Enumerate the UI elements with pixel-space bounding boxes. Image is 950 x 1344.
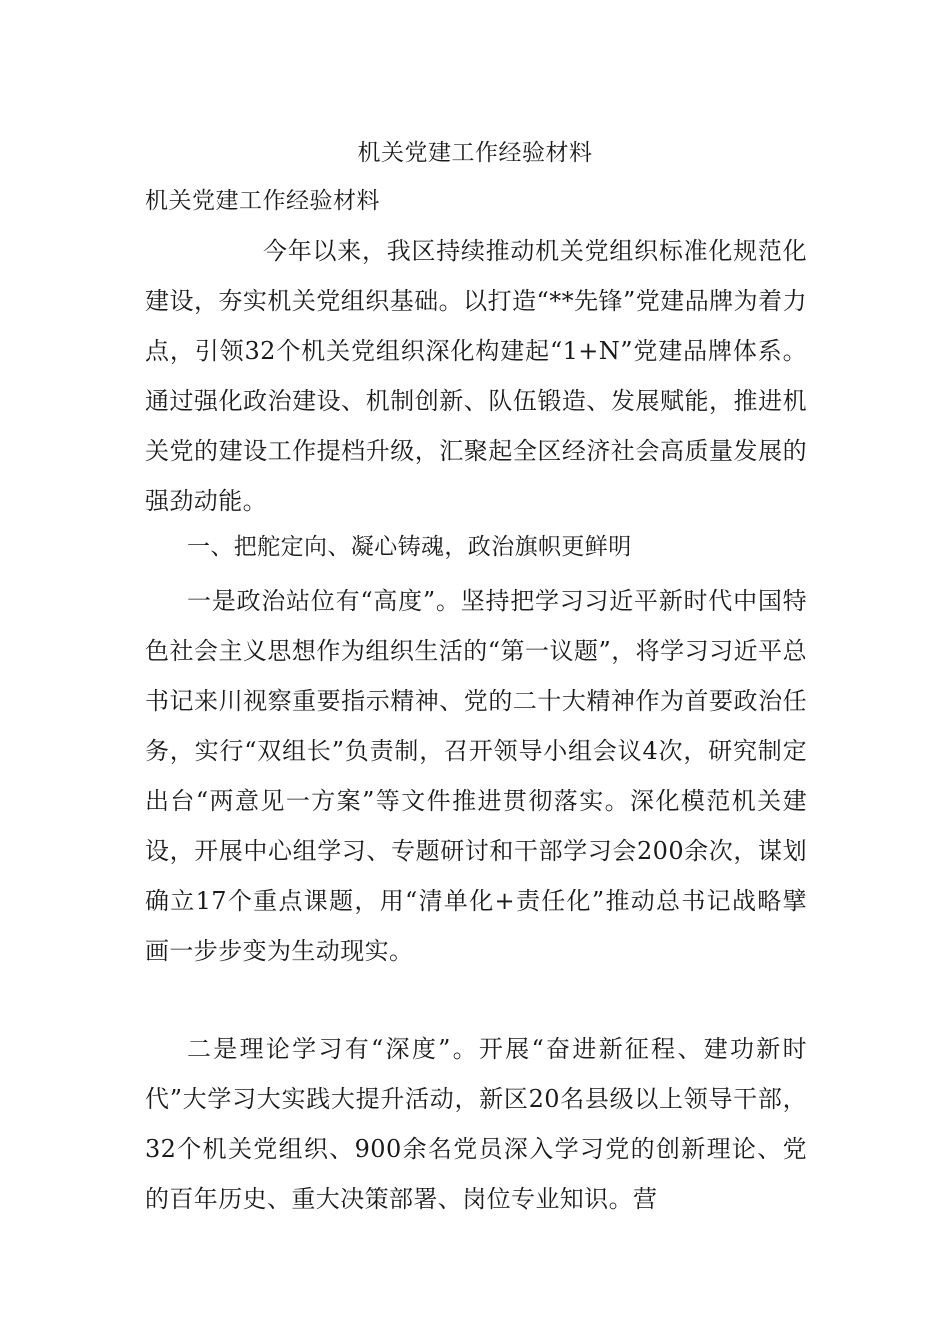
paragraph-point-1: 一是政治站位有“高度”。坚持把学习习近平新时代中国特色社会主义思想作为组织生活的“第一议题”，将学习习近平总书记来川视察重要指示精神、党的二十大精神作为首要政治任务，实行“双组长”负责制，召开领导小组会议4次，研究制定出台“两意见一方案”等文件推进贯彻落实。深化模范机关建设，开展中心组学习、专题研讨和干部学习会200余次，谋划确立17个重点课题，用“清单化+责任化”推动总书记战略擘画一步步变为生动现实。 [145,587,807,965]
section-heading-1: 一、把舵定向、凝心铸魂，政治旗帜更鲜明 [187,534,632,560]
document-subtitle: 机关党建工作经验材料 [145,188,380,214]
intro-paragraph: 今年以来，我区持续推动机关党组织标准化规范化建设，夯实机关党组织基础。以打造“**先锋”党建品牌为着力点，引领32个机关党组织深化构建起“1+N”党建品牌体系。通过强化政治建设、机制创新、队伍锻造、发展赋能，推进机关党的建设工作提档升级，汇聚起全区经济社会高质量发展的强劲动能。 [145,237,807,515]
document-title: 机关党建工作经验材料 [357,140,593,166]
paragraph-point-2: 二是理论学习有“深度”。开展“奋进新征程、建功新时代”大学习大实践大提升活动，新区20名县级以上领导干部，32个机关党组织、900余名党员深入学习党的创新理论、党的百年历史、重大决策部署、岗位专业知识。营 [145,1035,807,1213]
